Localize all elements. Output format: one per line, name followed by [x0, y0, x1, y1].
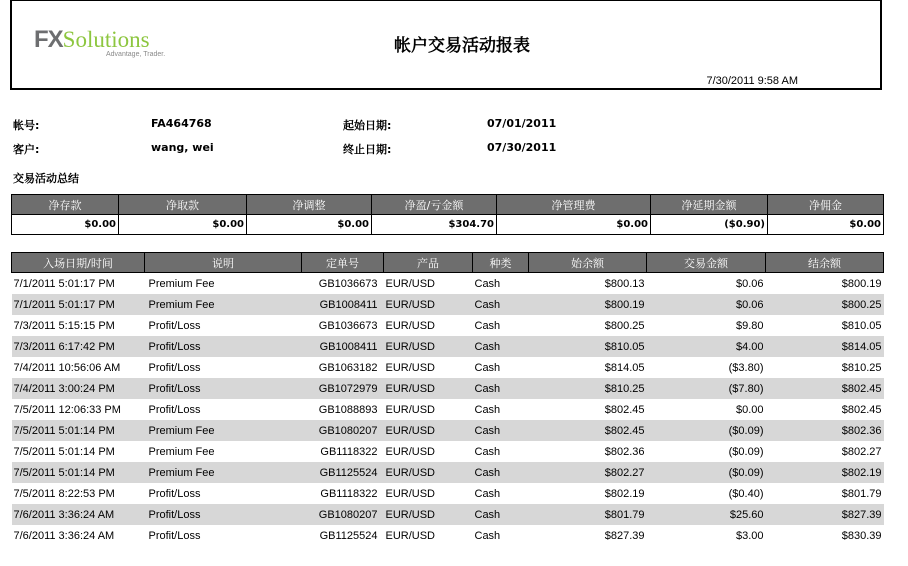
- cell-closing-balance: $814.05: [766, 336, 884, 357]
- logo-tagline: Advantage, Trader.: [106, 51, 166, 58]
- column-header-ticket: 定单号: [302, 253, 384, 273]
- start-date-label: 起始日期:: [343, 119, 392, 132]
- cell-entry-datetime: 7/5/2011 12:06:33 PM: [13, 403, 121, 416]
- cell-product: EUR/USD: [384, 378, 473, 399]
- cell-description: Premium Fee: [148, 445, 215, 458]
- cell-closing-balance: $830.39: [841, 529, 882, 542]
- cell-amount: $3.00: [735, 529, 764, 542]
- transactions-header-row: [12, 253, 884, 273]
- cell-type: Cash: [474, 361, 501, 374]
- cell-entry-datetime: 7/5/2011 5:01:14 PM: [12, 420, 145, 441]
- end-date-value: 07/30/2011: [487, 141, 557, 154]
- cell-entry-datetime: 7/6/2011 3:36:24 AM: [12, 504, 145, 525]
- table-row: [12, 336, 884, 357]
- summary-value-row: [12, 215, 884, 235]
- cell-entry-datetime: 7/5/2011 5:01:14 PM: [13, 445, 115, 458]
- cell-ticket: GB1125524: [319, 529, 378, 542]
- cell-description: Profit/Loss: [145, 378, 302, 399]
- cell-description: Profit/Loss: [148, 403, 201, 416]
- cell-opening-balance: $802.45: [604, 403, 645, 416]
- cell-amount: $25.60: [647, 504, 766, 525]
- cell-type: Cash: [473, 504, 529, 525]
- table-row: [12, 378, 884, 399]
- cell-opening-balance: $801.79: [529, 504, 647, 525]
- cell-product: EUR/USD: [385, 487, 436, 500]
- summary-value-net-adjustment: $0.00: [247, 215, 372, 235]
- cell-type: Cash: [474, 319, 501, 332]
- cell-opening-balance: $800.19: [529, 294, 647, 315]
- cell-type: Cash: [474, 487, 501, 500]
- cell-product: EUR/USD: [385, 445, 436, 458]
- cell-description: Profit/Loss: [148, 319, 201, 332]
- cell-opening-balance: $827.39: [604, 529, 645, 542]
- cell-entry-datetime: 7/3/2011 6:17:42 PM: [12, 336, 145, 357]
- cell-ticket: GB1118322: [320, 487, 378, 500]
- cell-amount: $0.00: [735, 403, 764, 416]
- summary-header-net-management-fee: 净管理费: [497, 195, 651, 215]
- column-header-opening-balance: 始余额: [529, 253, 647, 273]
- cell-type: Cash: [473, 462, 529, 483]
- summary-value-net-withdrawal: $0.00: [119, 215, 247, 235]
- cell-entry-datetime: 7/6/2011 3:36:24 AM: [13, 529, 115, 542]
- cell-closing-balance: $802.27: [841, 445, 882, 458]
- report-header: [10, 0, 882, 90]
- cell-closing-balance: $800.19: [841, 277, 882, 290]
- cell-entry-datetime: 7/3/2011 5:15:15 PM: [13, 319, 115, 332]
- cell-opening-balance: $814.05: [604, 361, 645, 374]
- customer-label: 客户:: [13, 143, 40, 156]
- cell-type: Cash: [473, 420, 529, 441]
- table-row: [12, 525, 884, 546]
- cell-entry-datetime: 7/1/2011 5:01:17 PM: [13, 277, 115, 290]
- cell-amount: ($3.80): [728, 361, 764, 374]
- cell-ticket: GB1036673: [318, 277, 378, 290]
- summary-section-title: 交易活动总结: [13, 172, 79, 185]
- cell-ticket: GB1088893: [318, 403, 378, 416]
- table-row: [12, 273, 884, 295]
- cell-ticket: GB1008411: [302, 336, 384, 357]
- end-date-label: 终止日期:: [343, 143, 392, 156]
- report-datetime: 7/30/2011 9:58 AM: [706, 75, 798, 87]
- cell-closing-balance: $802.19: [766, 462, 884, 483]
- table-row: [12, 294, 884, 315]
- cell-opening-balance: $800.25: [604, 319, 645, 332]
- summary-header-net-adjustment: 净调整: [247, 195, 372, 215]
- table-row: [12, 483, 884, 504]
- cell-closing-balance: $802.36: [766, 420, 884, 441]
- summary-header-net-commission: 净佣金: [768, 195, 884, 215]
- cell-description: Profit/Loss: [148, 361, 201, 374]
- cell-opening-balance: $802.27: [529, 462, 647, 483]
- summary-header-net-profit-loss: 净盈/亏金额: [372, 195, 497, 215]
- summary-header-row: [12, 195, 884, 215]
- summary-value-net-deposit: $0.00: [12, 215, 119, 235]
- cell-description: Premium Fee: [145, 462, 302, 483]
- start-date-value: 07/01/2011: [487, 117, 557, 130]
- cell-closing-balance: $810.05: [841, 319, 882, 332]
- table-row: [12, 462, 884, 483]
- cell-opening-balance: $810.25: [529, 378, 647, 399]
- column-header-product: 产品: [384, 253, 473, 273]
- cell-opening-balance: $800.13: [604, 277, 645, 290]
- cell-closing-balance: $802.45: [841, 403, 882, 416]
- cell-opening-balance: $802.45: [529, 420, 647, 441]
- summary-header-net-withdrawal: 净取款: [119, 195, 247, 215]
- cell-closing-balance: $801.79: [841, 487, 882, 500]
- fxsolutions-logo: [34, 26, 166, 63]
- column-header-description: 说明: [145, 253, 302, 273]
- cell-entry-datetime: 7/4/2011 3:00:24 PM: [12, 378, 145, 399]
- table-row: [12, 315, 884, 336]
- cell-amount: $9.80: [735, 319, 764, 332]
- cell-ticket: GB1072979: [302, 378, 384, 399]
- summary-value-net-profit-loss: $304.70: [372, 215, 497, 235]
- cell-product: EUR/USD: [385, 529, 436, 542]
- summary-value-net-rollover: ($0.90): [651, 215, 768, 235]
- cell-closing-balance: $800.25: [766, 294, 884, 315]
- cell-amount: $0.06: [735, 277, 764, 290]
- column-header-closing-balance: 结余额: [766, 253, 884, 273]
- cell-product: EUR/USD: [385, 403, 436, 416]
- transactions-table: [11, 252, 884, 546]
- cell-type: Cash: [474, 277, 501, 290]
- cell-ticket: GB1118322: [320, 445, 378, 458]
- customer-value: wang, wei: [151, 141, 214, 154]
- column-header-amount: 交易金额: [647, 253, 766, 273]
- cell-opening-balance: $802.36: [604, 445, 645, 458]
- cell-amount: ($0.09): [647, 420, 766, 441]
- cell-amount: $0.06: [647, 294, 766, 315]
- cell-opening-balance: $810.05: [529, 336, 647, 357]
- summary-table: [11, 194, 884, 235]
- cell-entry-datetime: 7/4/2011 10:56:06 AM: [13, 361, 121, 374]
- cell-ticket: GB1063182: [318, 361, 378, 374]
- cell-closing-balance: $810.25: [841, 361, 882, 374]
- table-row: [12, 420, 884, 441]
- cell-amount: ($0.09): [647, 462, 766, 483]
- cell-product: EUR/USD: [384, 420, 473, 441]
- table-row: [12, 504, 884, 525]
- cell-product: EUR/USD: [384, 336, 473, 357]
- cell-product: EUR/USD: [385, 361, 436, 374]
- cell-entry-datetime: 7/5/2011 5:01:14 PM: [12, 462, 145, 483]
- cell-amount: $4.00: [647, 336, 766, 357]
- cell-ticket: GB1008411: [302, 294, 384, 315]
- logo-solutions-text: Solutions: [62, 27, 150, 52]
- cell-entry-datetime: 7/1/2011 5:01:17 PM: [12, 294, 145, 315]
- column-header-entry-datetime: 入场日期/时间: [12, 253, 145, 273]
- cell-description: Profit/Loss: [148, 529, 201, 542]
- summary-value-net-commission: $0.00: [768, 215, 884, 235]
- cell-product: EUR/USD: [384, 462, 473, 483]
- account-value: FA464768: [151, 117, 212, 130]
- cell-ticket: GB1080207: [302, 420, 384, 441]
- cell-amount: ($0.09): [728, 445, 764, 458]
- cell-type: Cash: [473, 294, 529, 315]
- cell-ticket: GB1080207: [302, 504, 384, 525]
- cell-description: Premium Fee: [145, 420, 302, 441]
- column-header-type: 种类: [473, 253, 529, 273]
- cell-product: EUR/USD: [384, 504, 473, 525]
- cell-description: Premium Fee: [145, 294, 302, 315]
- table-row: [12, 357, 884, 378]
- cell-type: Cash: [474, 445, 501, 458]
- cell-entry-datetime: 7/5/2011 8:22:53 PM: [13, 487, 115, 500]
- transactions-body: [12, 273, 884, 547]
- cell-type: Cash: [474, 529, 501, 542]
- cell-description: Profit/Loss: [148, 487, 201, 500]
- cell-product: EUR/USD: [385, 319, 436, 332]
- cell-opening-balance: $802.19: [604, 487, 645, 500]
- cell-amount: ($7.80): [647, 378, 766, 399]
- logo-fx-text: FX: [34, 26, 63, 53]
- cell-description: Profit/Loss: [145, 504, 302, 525]
- cell-product: EUR/USD: [385, 277, 436, 290]
- table-row: [12, 399, 884, 420]
- cell-ticket: GB1125524: [302, 462, 384, 483]
- account-label: 帐号:: [13, 119, 40, 132]
- summary-header-net-deposit: 净存款: [12, 195, 119, 215]
- cell-closing-balance: $827.39: [766, 504, 884, 525]
- cell-ticket: GB1036673: [318, 319, 378, 332]
- cell-amount: ($0.40): [728, 487, 764, 500]
- summary-header-net-rollover: 净延期金额: [651, 195, 768, 215]
- cell-product: EUR/USD: [384, 294, 473, 315]
- report-title: 帐户交易活动报表: [394, 36, 530, 56]
- cell-closing-balance: $802.45: [766, 378, 884, 399]
- cell-type: Cash: [474, 403, 501, 416]
- table-row: [12, 441, 884, 462]
- cell-type: Cash: [473, 378, 529, 399]
- summary-value-net-management-fee: $0.00: [497, 215, 651, 235]
- cell-description: Profit/Loss: [145, 336, 302, 357]
- cell-type: Cash: [473, 336, 529, 357]
- cell-description: Premium Fee: [148, 277, 215, 290]
